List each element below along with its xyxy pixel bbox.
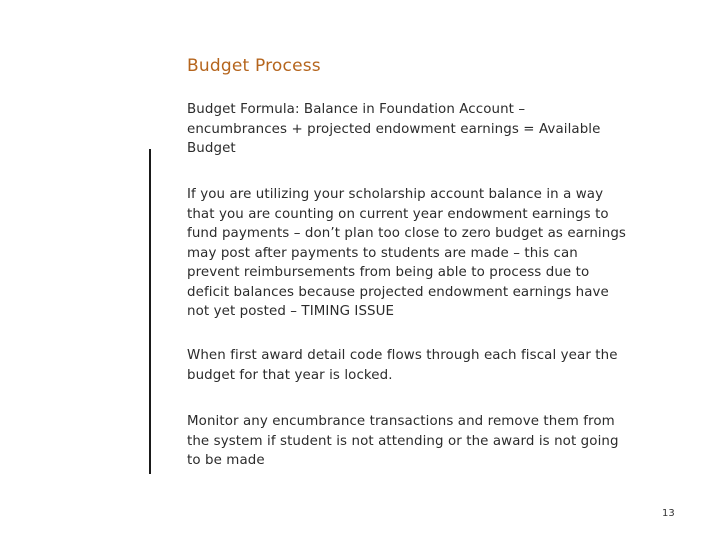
slide-title: Budget Process [187, 56, 321, 76]
award-detail-code-paragraph: When first award detail code flows through each fiscal year the budget for that year is locked. [187, 348, 618, 383]
scholarship-balance-paragraph: If you are utilizing your scholarship account balance in a way that you are counting on current year endowment earnings to fund payments – don’t plan too close to zero budget as earnings may post after payments to students are made – this can prevent reimbursements from being able to process due to deficit balances because projected endowment earnings have not yet posted – TIMING ISSUE [187, 187, 627, 319]
monitor-encumbrance-paragraph: Monitor any encumbrance transactions and remove them from the system if student is not attending or the award is not going to be made [187, 414, 619, 468]
vertical-divider-line [149, 149, 151, 474]
budget-formula-paragraph: Budget Formula: Balance in Foundation Account – encumbrances + projected endowment earnings = Available Budget [187, 102, 601, 156]
page-number: 13 [662, 508, 675, 519]
